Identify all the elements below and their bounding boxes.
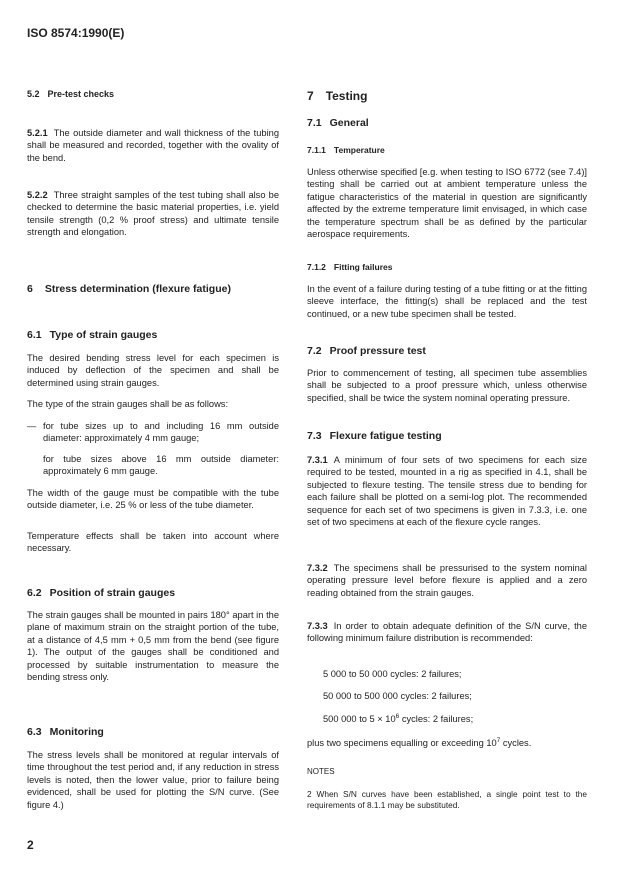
section-number: 6	[27, 283, 33, 295]
paragraph: Prior to commencement of testing, all specimen tube assemblies shall be subjected to a proof pressure which, unless otherwise specified, shall be twice the system nominal operating pressure.	[307, 368, 587, 403]
paragraph: Unless otherwise specified [e.g. when testing to ISO 6772 (see 7.4)] testing shall be carried out at ambient temperature unless the fatigue characteristics of the material in question are significantly affected by the extreme temperature limit envisaged, in which case the temperature spectrum shall be as defined by the particular aerospace requirements.	[307, 167, 587, 240]
section-number: 6.3	[27, 726, 42, 738]
clause-number: 7.3.1	[307, 455, 328, 465]
paragraph: The strain gauges shall be mounted in pairs 180° apart in the plane of maximum strain on the straight portion of the tube, at a distance of 4,5 mm + 0,5 mm from the bend (see figure 1). The output of the gauges shall be conditioned and processed by suitable instrumentation to measure the bending stress only.	[27, 610, 279, 683]
section-title: Testing	[325, 89, 368, 103]
section-6-1-heading	[27, 329, 279, 341]
clause-number: 7.3.3	[307, 621, 328, 631]
section-number: 7	[307, 89, 314, 103]
section-6-2-heading	[27, 587, 279, 599]
section-number: 7.1.2	[307, 262, 326, 272]
section-title: Proof pressure test	[329, 345, 426, 357]
section-title: Type of strain gauges	[49, 329, 158, 341]
clause-text: In order to obtain adequate definition of the S/N curve, the following minimum failure distribution is recommended:	[307, 621, 587, 644]
paragraph-5-2-2	[27, 189, 279, 239]
list-item-text: for tube sizes up to and including 16 mm outside diameter: approximately 4 mm gauge;	[43, 421, 279, 444]
section-5-2-heading	[27, 89, 279, 99]
failure-distribution-row	[307, 713, 587, 725]
document-id-header: ISO 8574:1990(E)	[27, 26, 125, 40]
paragraph: The desired bending stress level for each specimen is induced by deflection of the specimen and shall be determined using strain gauges.	[27, 353, 279, 388]
row-text: cycles: 2 failures;	[399, 714, 474, 724]
section-7-1-1-heading	[307, 145, 587, 155]
paragraph: The type of the strain gauges shall be as follows:	[27, 399, 229, 409]
section-7-2-heading	[307, 345, 587, 357]
clause-number: 5.2.2	[27, 190, 48, 200]
section-title: Fitting failures	[333, 262, 393, 272]
section-title: General	[329, 117, 369, 129]
paragraph: In the event of a failure during testing of a tube fitting or at the fitting sleeve interface, the fitting(s) shall be replaced and the test continued, or a new tube specimen shall be tested.	[307, 284, 587, 319]
text: plus two specimens equalling or exceeding 10	[307, 738, 497, 748]
list-item: for tube sizes above 16 mm outside diameter: approximately 6 mm gauge.	[43, 454, 279, 477]
list-item	[27, 420, 279, 445]
page-number: 2	[27, 838, 34, 852]
section-6-heading	[27, 283, 279, 295]
failure-distribution-row: 5 000 to 50 000 cycles: 2 failures;	[323, 669, 462, 679]
failure-distribution-row: 50 000 to 500 000 cycles: 2 failures;	[323, 691, 472, 701]
section-7-heading	[307, 89, 587, 103]
clause-number: 7.3.2	[307, 563, 328, 573]
paragraph-7-3-3	[307, 620, 587, 645]
paragraph-7-3-1	[307, 454, 587, 528]
section-7-1-heading	[307, 117, 587, 129]
paragraph-5-2-1	[27, 127, 279, 164]
section-7-1-2-heading	[307, 262, 587, 272]
notes-label: NOTES	[307, 767, 335, 776]
exponent: 6	[395, 712, 400, 720]
row-text: 500 000 to 5 × 10	[323, 714, 396, 724]
section-title: Monitoring	[49, 726, 104, 738]
paragraph: Temperature effects shall be taken into account where necessary.	[27, 531, 279, 554]
text: cycles.	[500, 738, 532, 748]
section-number: 5.2	[27, 89, 40, 99]
clause-text: Three straight samples of the test tubing shall also be checked to determine the basic material properties, i.e. yield tensile strength (0,2 % proof stress) and ultimate tensile strength and elongation.	[27, 190, 279, 238]
paragraph: The width of the gauge must be compatible with the tube outside diameter, i.e. 25 % or less of the tube diameter.	[27, 488, 279, 511]
section-7-3-heading	[307, 430, 587, 442]
section-title: Position of strain gauges	[49, 587, 176, 599]
clause-text: The specimens shall be pressurised to the system nominal operating pressure level before flexure is applied and a zero reading obtained from the strain gauges.	[307, 563, 587, 598]
section-number: 6.1	[27, 329, 42, 341]
section-number: 7.3	[307, 430, 322, 442]
section-title: Temperature	[333, 145, 385, 155]
clause-text: The outside diameter and wall thickness of the tubing shall be measured and recorded, together with the ovality of the bend.	[27, 128, 279, 163]
paragraph: The stress levels shall be monitored at regular intervals of time throughout the test period and, if any reduction in stress levels is noted, then the lower value, prior to failure being evidenced, shall be used for plotting the S/N curve. (See figure 4.)	[27, 750, 279, 810]
note-2: 2 When S/N curves have been established, a single point test to the requirements of 8.1.1 may be substituted.	[307, 789, 587, 810]
section-number: 6.2	[27, 587, 42, 599]
clause-text: A minimum of four sets of two specimens for each size required to be tested, mounted in a rig as specified in 4.1, shall be subjected to flexure testing. The tensile stress due to bending for each failure shall be plotted on a semi-log plot. The recommended sequence for each set of two specimens is given in 7.3.3, i.e. one set of two specimens at each of the flexure cycle ranges.	[307, 455, 587, 528]
section-title: Stress determination (flexure fatigue)	[44, 283, 231, 295]
clause-number: 5.2.1	[27, 128, 48, 138]
section-number: 7.1	[307, 117, 322, 129]
paragraph	[307, 737, 587, 749]
paragraph-7-3-2	[307, 562, 587, 599]
section-number: 7.2	[307, 345, 322, 357]
exponent: 7	[496, 736, 501, 744]
section-number: 7.1.1	[307, 145, 326, 155]
section-6-3-heading	[27, 726, 279, 738]
dash-bullet: —	[27, 421, 37, 431]
section-title: Flexure fatigue testing	[329, 430, 442, 442]
section-title: Pre-test checks	[47, 89, 115, 99]
